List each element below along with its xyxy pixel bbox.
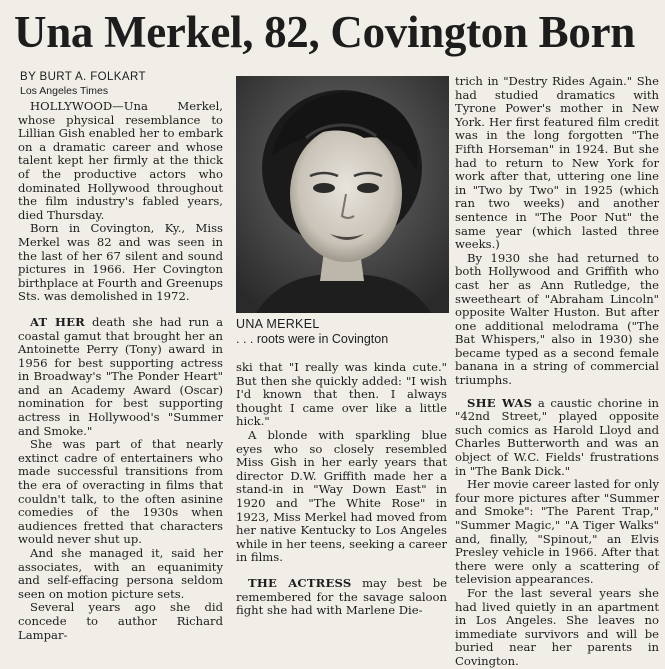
paragraph: For the last several years she had lived quietly in an apartment in Los Angeles. She leaves no immediate survivors and will be buried near her parents in Covington. xyxy=(455,585,659,668)
paragraph: A blonde with sparkling blue eyes who so closely resembled Miss Gish in her early years that director D.W. Griffith made her a stand-in in "Way Down East" in 1920 and "The White Rose" in 1923, Miss Merkel had moved from her native Kentucky to Los Angeles while in her teens, seeking a career in films. xyxy=(236,427,447,565)
paragraph: trich in "Destry Rides Again." She had studied dramatics with Tyrone Power's mother in New York. Her first featured film credit was in the long forgotten "The Fifth Horseman" in 1924. But she had to return to New York for work after that, uttering one line in "Two by Two" in 1925 (which ran two weeks) and another sentence in "The Poor Nut" the same year (which lasted three weeks.) xyxy=(455,74,659,252)
paragraph: Born in Covington, Ky., Miss Merkel was 82 and was seen in the last of her 67 silent and sound pictures in 1966. Her Covington birthplace at Fourth and Greenups Sts. was demolished in 1972. xyxy=(18,221,223,304)
paragraph: Several years ago she did concede to author Richard Lampar- xyxy=(18,600,223,642)
portrait-image xyxy=(236,76,449,313)
photo-caption xyxy=(236,317,449,347)
caption-text: . . . roots were in Covington xyxy=(236,332,389,346)
paragraph-lead: AT HER xyxy=(30,314,86,329)
byline: BY BURT A. FOLKART xyxy=(20,71,146,83)
paragraph-lead: SHE WAS xyxy=(467,395,533,410)
paragraph: And she managed it, said her associates, with an equanimity and self-effacing persona seldom seen on motion picture sets. xyxy=(18,546,223,601)
caption-name: UNA MERKEL xyxy=(236,317,320,331)
paragraph: ski that "I really was kinda cute." But then she quickly added: "I wish I'd known that then. I always thought I came over like a little hick." xyxy=(236,360,447,429)
paragraph-body: death she had run a coastal gamut that brought her an Antoinette Perry (Tony) award in 1956 for best supporting actress in Broadway's "The Ponder Heart" and an Academy Award (Oscar) nomination for best supporting actress in Hollywood's "Summer and Smoke." xyxy=(18,314,224,438)
column-1 xyxy=(18,100,223,642)
column-3 xyxy=(455,75,659,669)
paragraph xyxy=(236,577,447,618)
portrait-photo xyxy=(236,76,449,313)
column-2 xyxy=(236,361,447,618)
paragraph-body: may best be remembered for the savage saloon fight she had with Marlene Die- xyxy=(236,575,448,618)
paragraph xyxy=(455,397,659,479)
headline: Una Merkel, 82, Covington Born xyxy=(14,7,636,57)
paragraph xyxy=(18,316,223,438)
byline-affiliation: Los Angeles Times xyxy=(20,85,109,97)
byline-block xyxy=(20,70,146,98)
paragraph: She was part of that nearly extinct cadre of entertainers who made successful transitions from the era of overacting in films that couldn't talk, to the often asinine comedies of the 1930s when audiences fretted that characters would never shut up. xyxy=(18,437,223,547)
paragraph: HOLLYWOOD—Una Merkel, whose physical resemblance to Lillian Gish enabled her to embark on a dramatic career and whose talent kept her firmly at the thick of the productive actors who dominated Hollywood throughout the film industry's fabled years, died Thursday. xyxy=(18,99,223,222)
paragraph-body: a caustic chorine in "42nd Street," played opposite such comics as Harold Lloyd and Charles Butterworth and was an object of W.C. Fields' frustrations in "The Bank Dick." xyxy=(455,395,660,478)
paragraph: Her movie career lasted for only four more pictures after "Summer and Smoke": "The Parent Trap," "Summer Magic," "A Tiger Walks" and, finally, "Spinout," an Elvis Presley vehicle in 1966. After that there were only a scattering of television appearances. xyxy=(455,477,659,587)
paragraph: By 1930 she had returned to both Hollywood and Griffith who cast her as Ann Rutledge, the sweetheart of "Abraham Lincoln" opposite Walter Huston. But after one additional melodrama ("The Bat Whispers," also in 1930) she became typed as a second female banana in a string of commercial triumphs. xyxy=(455,250,659,388)
paragraph-lead: THE ACTRESS xyxy=(248,575,352,590)
